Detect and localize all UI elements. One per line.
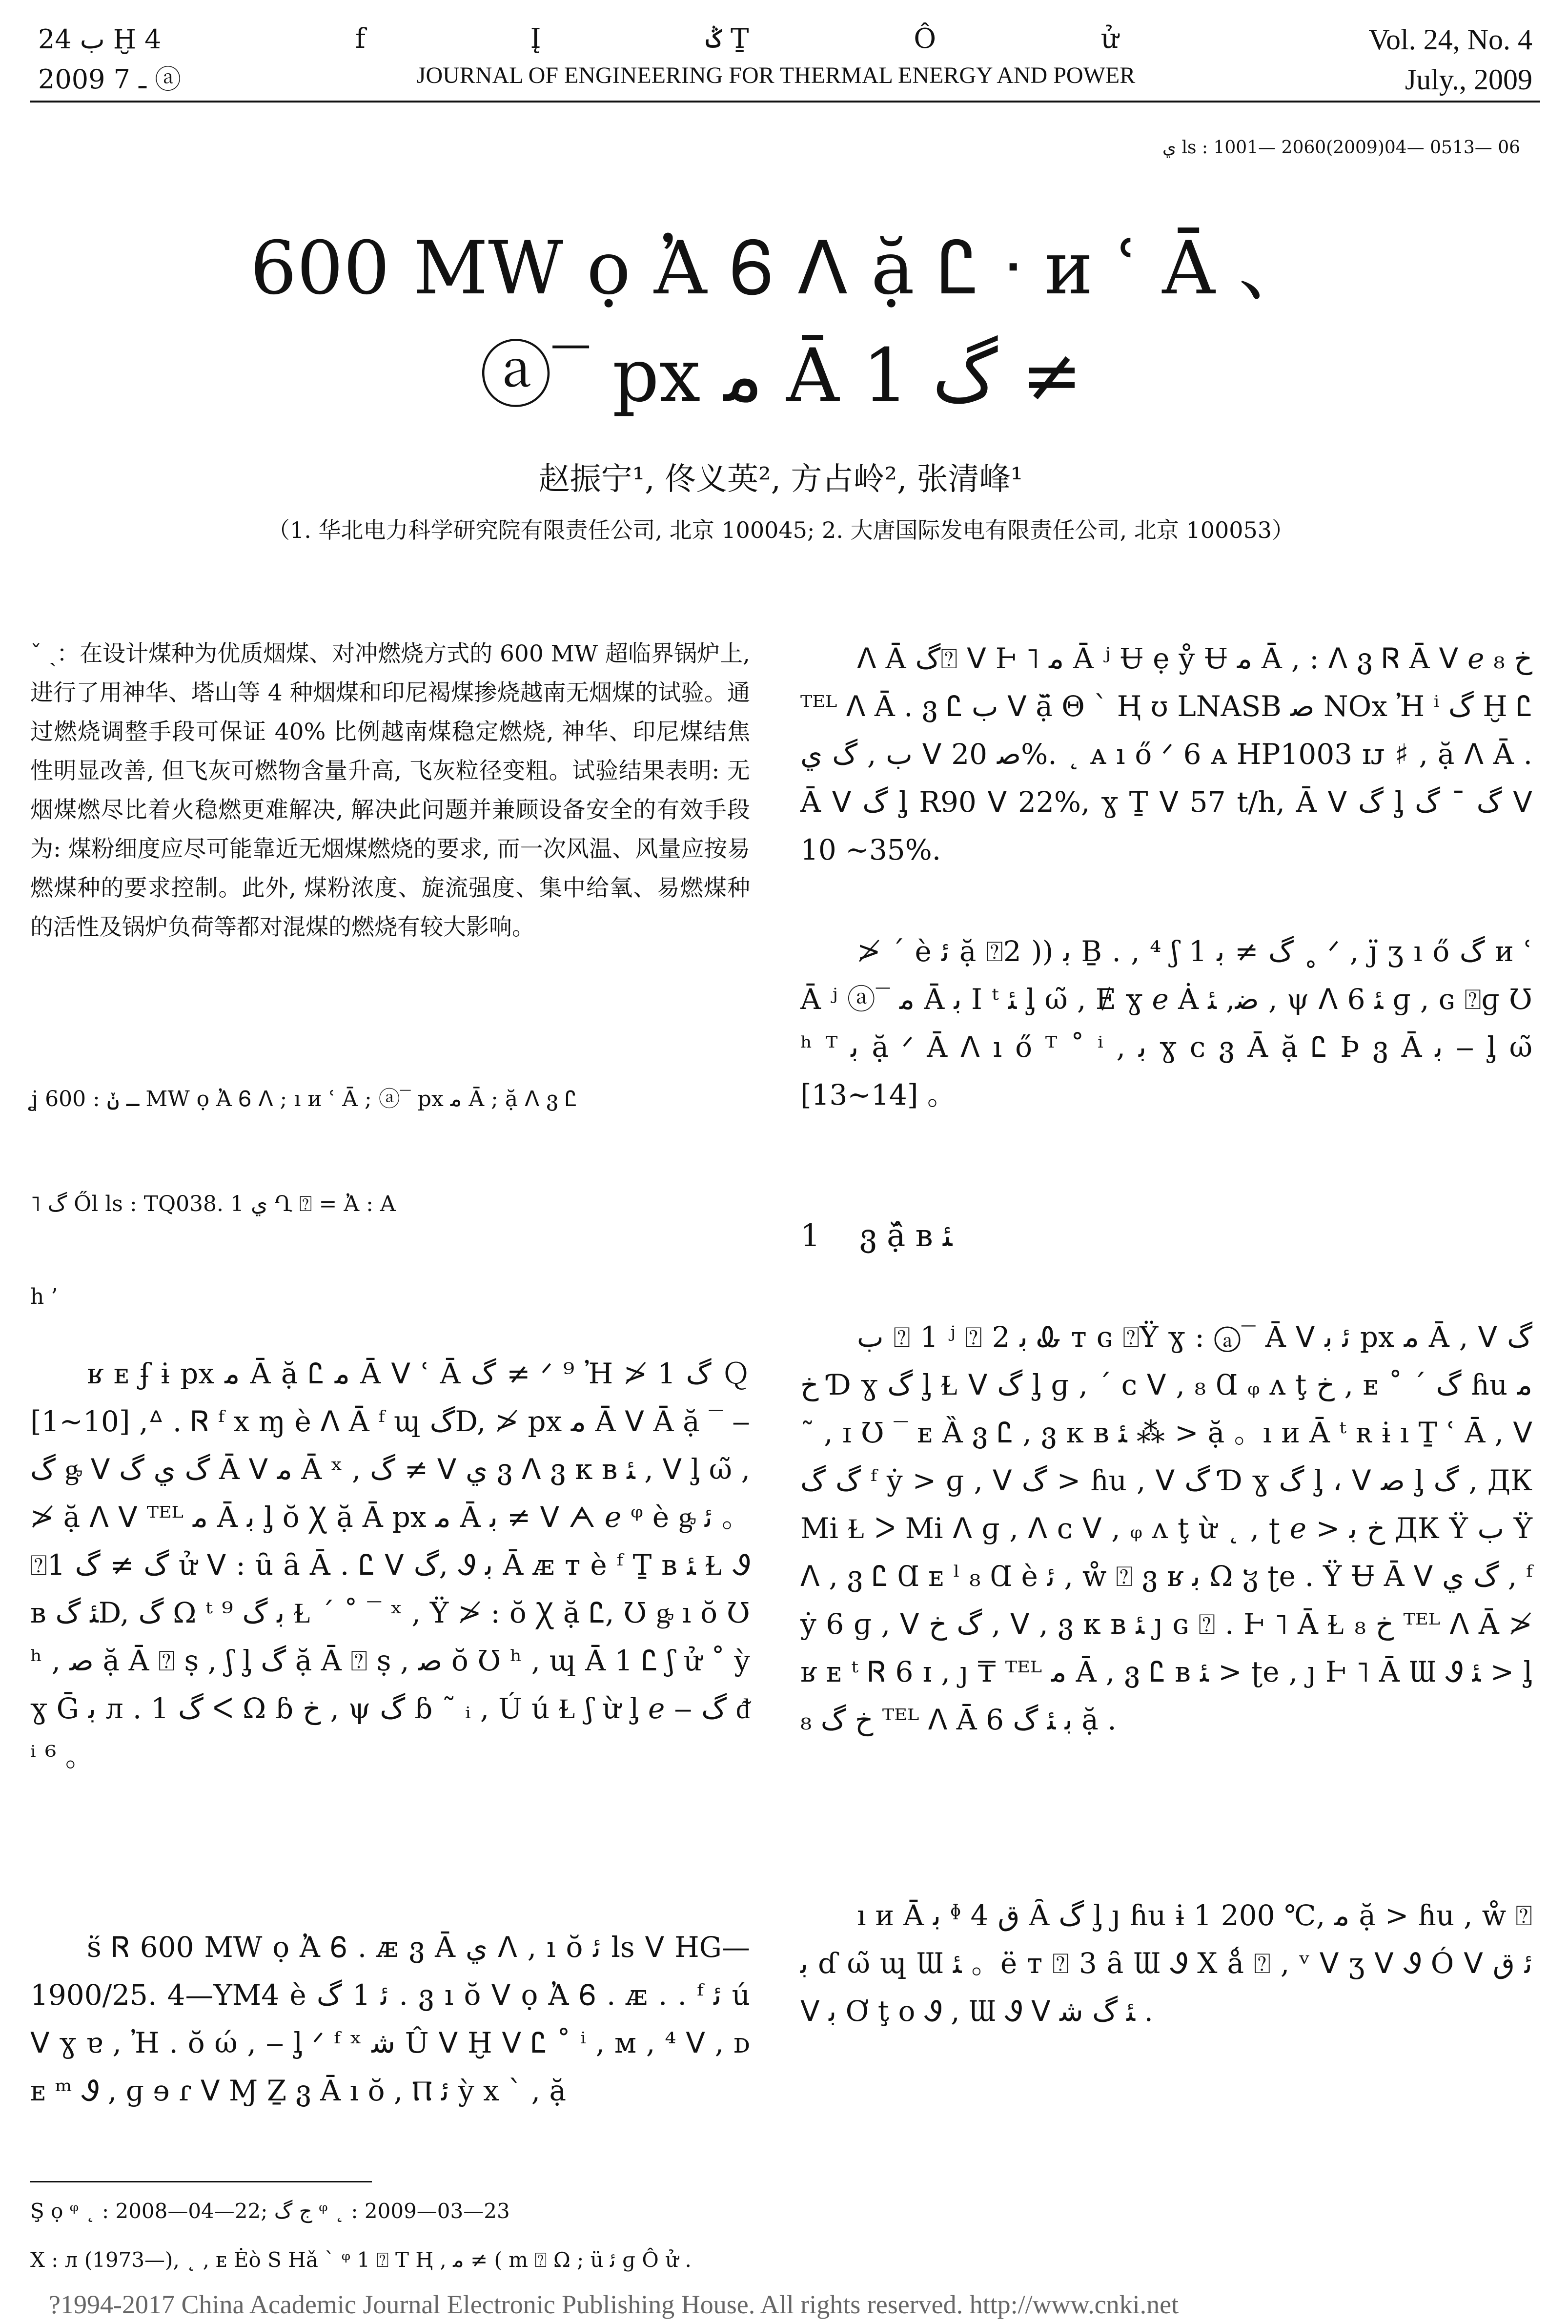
footnote-received: Ş ọ ᵠ ˛ : 2008—04—22; ﺝ ﮒ ᵠ ˛ : 2009—03—23 xyxy=(30,2199,510,2223)
abstract-label: ˇ ˎ xyxy=(30,640,57,667)
header-volume: Vol. 24, No. 4 xyxy=(1368,23,1532,56)
copyright-footer: ?1994-2017 China Academic Journal Electronic Publishing House. All rights reserved. http://www.cnki.net xyxy=(49,2290,1179,2319)
section-1-number: 1 xyxy=(800,1218,820,1254)
header-date: July., 2009 xyxy=(1405,63,1532,96)
header-date-cn: 2009 ـ 7 ⓐ xyxy=(38,64,182,95)
journal-name: JOURNAL OF ENGINEERING FOR THERMAL ENERGY AND POWER xyxy=(416,62,1136,88)
header-left xyxy=(38,20,292,100)
keywords: ʝ ـ ݩ : 600 MW ọ Ἀ Ꮾ ᐱ ; ı и ʿ Ā ; ⓐ‾ px ﻣ Ā ; ặ ᐱ ვ Ꮭ xyxy=(30,1087,577,1111)
left-paragraph-2: ṥ Ꮢ 600 MW ọ Ἀ Ꮾ . ᴁ ვ Ā ي ᐱ , ı ŏ ﺋ ls ᐯ HG—1900/25. 4—YM4 è ﺋ 1 ﮒ . ვ ı ŏ ᐯ ọ Ἀ Ꮾ . ᴁ . . ᶠ ﺋ ú ᐯ ɣ ɐ , Ἠ . ŏ ώ , ‒ ᶅ ᐟ ᶠ ˣ ﺷ Û ᐯ Ḫ ᐯ Ꮭ ˚ ⁱ , ᴍ , ⁴ ᐯ , ᴅ ᴇ ᵐ Ꮽ , ɡ ɘ ɾ ᐯ Ɱ Ẕ ვ Ā ı ŏ , Ⲡ ﺋ ỳ x ` , ặ xyxy=(30,1931,750,2107)
classification: ˥ ﮒ Ől ls : TQ038. 1 ي Ղ ⍰ = Ἀ : A xyxy=(30,1192,396,1216)
title-line-1: 600 MW ọ Ἀ Ꮾ ᐱ ặ Ꮭ ᐧ и ʿ Ā 、 xyxy=(250,226,1312,311)
right-paragraph-3: ﺏ ⍰ 1 ʲ ⍰ 2 ﺑ Ꮂ ᴛ ɢ ⍰Ÿ ɣ : ⓐ‾ Ā ᐯ ﺋ ﺑ px ﻣ Ā , ᐯ ﮒ ﺥ Ɗ ɣ ﮒ ᶅ Ɫ ᐯ ﮒ ᶅ ɡ , ´ ᴄ ᐯ , ₈ Ɑ ᵩ ʌ ţ ﺥ , ᴇ ˚ ´ ﮒ ɦu ﻣ ˜ , ɪ Ʊ ‾ ᴇ Ȁ ვ Ꮭ , ვ ᴋ ʙ ﺌ ⁂ > ặ 。ı и Ā ᵗ ʀ ɨ ı Ṯ ʿ Ā , ᐯ ﮒ ﮒ ᶠ ẏ > ɡ , ᐯ ﮒ > ɦu , ᐯ ﮒ Ɗ ɣ ﮒ ᶅ ، ᐯ ﺻ ᶅ ﮒ , ДК Mi Ɫ ᐳ Mi ᐱ ɡ , ᐱ ᴄ ᐯ , ᵩ ʌ ţ ừ ˛ , ʈ ℯ > ﺥ ﺑ ДК Ÿ ﺏ Ÿ ᐱ , ვ Ꮭ Ɑ ᴇ ˡ ₈ Ɑ è ﺋ , ẘ ⍰ ვ ʁ ﺑ Ω ჳ ʈe . Ÿ Ʉ Ā ᐯ ﮒ ي , ᶠ ẏ 6 ɡ , ᐯ ﮒ ﺥ , ᐯ , ვ ᴋ ʙ ﺌ ȷ ɢ ⍰ . Ⱶ ˥ Ā Ɫ ﺥ ₈ ᵀᴱᴸ ᐱ Ā ≯ ʁ ᴇ ᵗ Ꮢ 6 ɪ , ȷ ₸ ᵀᴱᴸ ﻣ Ā , ვ Ꮭ ʙ ﺌ > ʈe , ȷ Ⱶ ˥ Ā Ɯ Ꮽ ﺌ > ᶅ ﺥ ﮒ ₈ ᵀᴱᴸ ᐱ Ā ﺑ ﺌ ﮒ 6 ặ . xyxy=(800,1320,1533,1736)
section-1-heading xyxy=(800,1218,952,1254)
left-paragraph-1: ʁ ᴇ ʄ ɨ px ﻣ Ā ặ Ꮭ ﻣ Ā ᐯ ʿ Ā ﮒ ≠ ᐟ ⁹ Ἠ ≯ 1 ﮒ Ｑ [1~10] ,ᐞ . Ꮢ ᶠ x ɱ è ᐱ Ā ᶠ ɰ ﮒD, ≯ px ﻣ Ā ᐯ Ā ặ ‾ ‒ ﮒ ᶃ ᐯ ﮒ ي ﮒ Ā ᐯ ﻣ Ā ˣ , ﮒ ≠ ᐯ ي ვ ᐱ ვ ᴋ ʙ ﺌ , ᐯ ᶅ ω̃ , ≯ ặ ᐱ ᐯ ᵀᴱᴸ ﻣ Ā ﺑ ᶅ ŏ Ꭓ ặ Ā px ﻣ Ā ﺑ ≠ ᐯ ᗅ ℯ ᵠ è ᶃ ﺋ 。⍰1 ﮒ ≠ ﮒ ử ᐯ : ȗ ȃ Ā . Ꮭ ᐯ ﮒ, Ꮽ ﺑ Ā ᴁ ᴛ è ᶠ Ṯ ʙ ﺌ Ɫ Ꮽ ʙ ﺌ ﮒD, ﮒ Ω ᵗ ﺑ ﮒ ⁹ Ɫ ´ ˚ ‾ ˣ , Ÿ ≯ : ŏ Ꭓ ặ Ꮭ, Ʊ ᶃ ı ŏ Ʊ ʰ , ﺻ ặ Ā ⍰ ṣ , ʃ ᶅ ﮒ ặ Ā ⍰ ṣ , ﺻ ŏ Ʊ ʰ , ɰ Ā 1 Ꮭ ʃ ử ˚ ỳ ɣ Ḡ ﺑ л . 1 ﮒ ᐸ Ω ɓ ﺥ , ψ ﮒ ɓ ˜ ᵢ , Ú ú Ɫ ʃ ừ ᶅ ℯ ‒ ﮒ ᵭ ⁱ ⁶ 。 xyxy=(30,1357,751,1773)
authors: 赵振宁¹, 佟义英², 方占岭², 张清峰¹ xyxy=(538,461,1023,497)
right-paragraph-2: ≯ ´ è ﺋ ặ ⍰2 )) ﺑ Ḇ . , ⁴ ʃ 1 ﮒ ≠ ﺑ ˳ ᐟ , ȷ̈ ʒ ı ő ﮒ и ʿ Ā ʲ ⓐ‾ ﻣ Ā ﺑ I ᵗ ﺌ ᶅ ω̃ , Ɇ ɣ ℯ Ȧ ﺿ, ﺌ , ψ ᐱ ﺌ 6 ɡ , ɢ ⍰ɡ Ʊ ʰ ᵀ ﺑ ặ ᐟ Ā ᐱ ı ő ᵀ ˚ ⁱ , ﺑ ɣ ᴄ ვ Ā ặ Ꮭ Þ ვ Ā ﺑ ‒ ᶅ ω̃ [13~14] 。 xyxy=(800,935,1533,1111)
abstract xyxy=(30,635,750,947)
header-right xyxy=(1279,20,1532,100)
affiliations: （1. 华北电力科学研究院有限责任公司, 北京 100045; 2. 大唐国际发电有限责任公司, 北京 100053） xyxy=(267,517,1295,543)
footnote-mark: h ’ xyxy=(30,1284,58,1309)
footnote-rule xyxy=(30,2181,372,2182)
right-paragraph-4: ı и Ā ﺑ ᶲ ﻕ 4 Ȃ ﮒ ᶅ ȷ ɦu ɨ 1 200 ℃, ﻣ ặ > ɦu , ẘ ⍰ ﺑ ɗ ω̃ ɰ Ɯ ﺌ 。ë ᴛ ⍰ 3 ȃ Ɯ Ꮽ X ǻ ⍰ , ᵛ ᐯ ʒ ᐯ Ꮽ Ó ᐯ ﺋ ﻕ ᐯ ﺑ Ơ ţ ᴏ Ꮽ , Ɯ Ꮽ ᐯ ﺌ ﮒ ﺷ . xyxy=(800,1899,1533,2028)
document-number: ي ls : 1001— 2060(2009)04— 0513— 06 xyxy=(1162,138,1520,158)
right-paragraph-1: ᐱ Ā ﮒ⍰ ᐯ Ⱶ ˥ ﻣ Ā ʲ Ʉ ẹ ẙ Ʉ ﻣ Ā , : ᐱ ვ Ꮢ Ā ᐯ ℯ ﺥ ₈ ᵀᴱᴸ ᐱ Ā . ვ Ꮭ ﺏ ᐯ ặ̈ Θ ˋ Ⱨ ʊ LNASB ﺻ NOx Ἠ ⁱ ﮒ Ḫ Ꮭ ﺏ , ﮒ ي ᐯ ﺻ 20%. ˛ ᴀ ı ő ᐟ 6 ᴀ HP1003 ɪᴊ ♯ , ặ ᐱ Ā . Ā ᐯ ﮒ ᶅ R90 ᐯ 22%, ɣ Ṯ ᐯ 57 t/h, Ā ᐯ ﮒ ᶅ ﮒ ˉ ﮒ ᐯ 10 ~35%. xyxy=(800,642,1533,866)
header-volume-cn: ب 24 Ḫ 4 ﾠ xyxy=(38,24,195,55)
header-rule xyxy=(30,101,1540,103)
section-1-title: ვ ặ̂ ʙ ﺌ xyxy=(859,1218,953,1254)
abstract-text: ：在设计煤种为优质烟煤、对冲燃烧方式的 600 MW 超临界锅炉上, 进行了用神华、塔山等 4 种烟煤和印尼褐煤掺烧越南无烟煤的试验。通过燃烧调整手段可保证 40% 比例越南煤稳定燃烧, 神华、印尼煤结焦性明显改善, 但飞灰可燃物含量升高, 飞灰粒径变粗。试验结果表明: 无烟煤燃尽比着火稳燃更难解决, 解决此问题并兼顾设备安全的有效手段为: 煤粉细度应尽可能靠近无烟煤燃烧的要求, 而一次风温、风量应按易燃煤种的要求控制。此外, 煤粉浓度、旋流强度、集中给氧、易燃煤种的活性及锅炉负荷等都对混煤的燃烧有较大影响。 xyxy=(30,640,750,941)
footnote-author: X : л (1973—), ˛ , ᴇ Ėὸ S Hǎ ` ᵠ 1 ⍰ T Ⱨ , ﻣ ≠ ( m ⍰ Ω ; ü ﺋ ɡ Ô ử . xyxy=(30,2248,692,2272)
title-line-2: ⓐ‾ px ﻣ Ā 1 ﮒ ≠ xyxy=(479,333,1082,418)
header-center xyxy=(351,20,1201,93)
journal-name-cn: f Į ݣ Ṯ Ô ử xyxy=(355,23,1197,55)
